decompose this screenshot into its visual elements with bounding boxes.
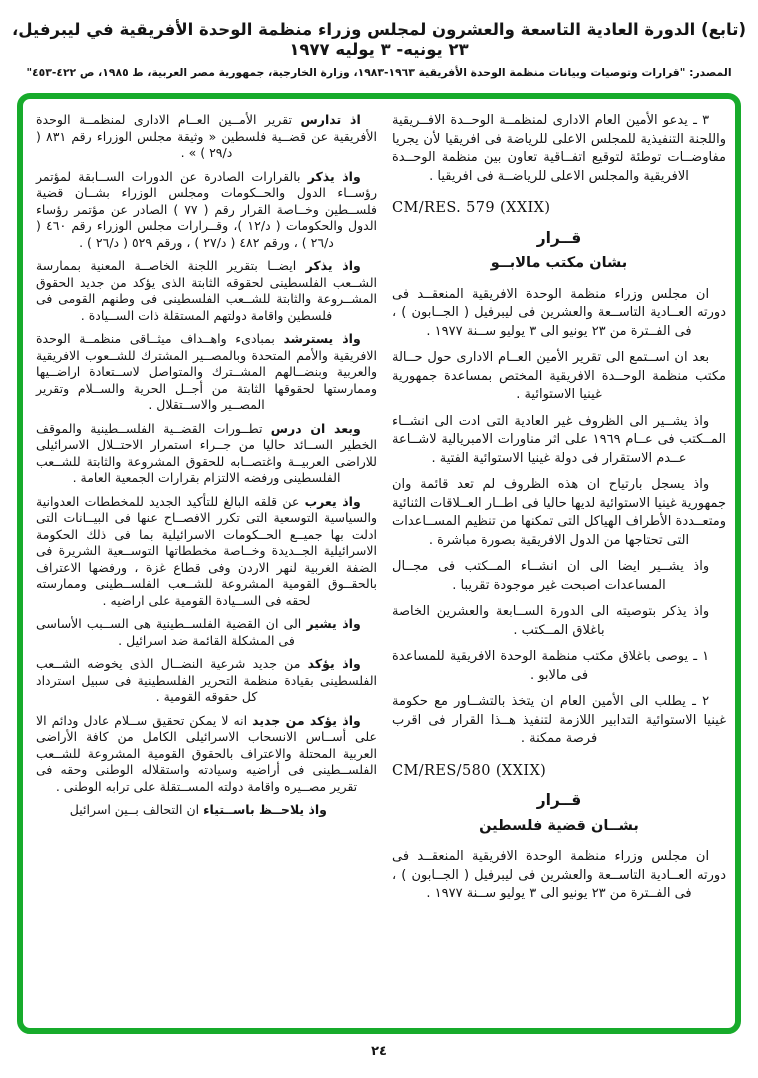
left-column [36, 112, 377, 1028]
resolution-heading: قــرار [536, 791, 582, 809]
paragraph: ٢ ـ يطلب الى الأمين العام ان يتخذ بالتشــاور مع حكومة غينيا الاستوائية التدابير اللازمة لتنفيذ هــذا القرار فى اقرب فرصة ممكنة . [392, 694, 726, 746]
paragraph: وبعد ان درس تطــورات القضــية الفلســطينية والموقف الخطير الســائد حاليا من جــراء استمرار الاحتــلال الاسرائيلى للاراضى العربيــة واغتصــابه للحقوق المشروعة والثابتة للشــعب الفلسطينى ورفضه الالتزام بقرارات الجمعية العامة . [36, 420, 377, 485]
paragraph: واذ يشير الى ان القضية الفلســطينية هى الســبب الأساسى فى المشكلة القائمة ضد اسرائيل . [36, 616, 361, 648]
paragraph: واذ يذكر ايضــا بتقرير اللجنة الخاصــة المعنية بممارسة الشــعب الفلسطينى لحقوقه الثابتة الذى يؤكد من جديد الحقوق المشــروعة والثابتة للشــعب الفلسطينى فى وطنهم القومى فى فلسطين واقامة دولتهم المستقلة ذات الســيادة . [36, 258, 377, 323]
paragraph: واذ يسجل بارتياح ان هذه الظروف لم تعد قائمة وان جمهورية غينيا الاستوائية لديها حاليا فى اطــار العــلاقات الثنائية ومتعــددة الأطراف الهياكل التى تمكنها من تنظيم المســاعدات التى تحتاجها من الدول الافريقية بصورة مباشرة . [392, 477, 726, 548]
paragraph-lead: واذ يعرب [304, 493, 361, 509]
resolution-subheading: بشــان قضية فلسطين [479, 817, 639, 834]
resolution-code: CM/RES. 579 (XXIX) [392, 200, 551, 216]
paragraph: ١ ـ يوصى باغلاق مكتب منظمة الوحدة الافريقية للمساعدة فى مالابو . [392, 649, 710, 683]
paragraph-lead: واذ يشير [306, 616, 361, 631]
paragraph-lead: اذ تدارس [300, 112, 361, 127]
paragraph: واذ يؤكد من جديد انه لا يمكن تحقيق ســلام عادل ودائم الا على أســاس الانسحاب الاسرائيلى الكامل من كافة الأراضى العربية المحتلة والاعتراف بالحقوق القومية المشروعة للشــعب الفلســطينى فى أراضيه وسيادته واستقلاله الوطنى وحقه فى تقرير مصــيره واقامة دولته المســتقلة على ترابه الوطنى . [36, 712, 377, 794]
paragraph-lead: واذ يؤكد من جديد [252, 712, 361, 728]
paragraph: واذ يشــير الى الظروف غير العادية التى ادت الى انشــاء المــكتب فى عــام ١٩٦٩ على اثر مناورات الامبريالية لاشــاعة عــدم الاستقرار فى دولة غينيا الاستوائية الفتية . [392, 413, 727, 466]
header-source: المصدر: "قرارات وتوصيات وبيانات منظمة الوحدة الأفريقية ١٩٦٣-١٩٨٣، وزارة الخارجية، جمهورية مصر العربية، ط ١٩٨٥، ص ٤٢٢-٤٥٣" [26, 66, 732, 79]
paragraph: واذ يؤكد من جديد شرعية النضــال الذى يخوضه الشــعب الفلسطينى بقيادة منظمة التحرير الفلسطينية فى سبيل استرداد كل حقوقه القومية . [36, 656, 377, 704]
paragraph: ان مجلس وزراء منظمة الوحدة الافريقية المنعقــد فى دورته العــادية التاســعة والعشرين فى ليبرفيل ( الجــابون ) ، فى الفــترة من ٢٣ يونيو الى ٣ يوليو ســنة ١٩٧٧ . [392, 286, 726, 339]
page-number: ٢٤ [371, 1044, 387, 1059]
document-frame [17, 93, 741, 1034]
paragraph-lead: واذ يسترشد [283, 331, 361, 346]
header-title: (تابع) الدورة العادية التاسعة والعشرون لمجلس وزراء منظمة الوحدة الأفريقية في ليبرفيل، ٢٣ يونيه- ٣ يوليه ١٩٧٧ [12, 20, 746, 59]
paragraph-lead: واذ يؤكد [307, 656, 361, 671]
resolution-code: CM/RES/580 (XXIX) [392, 762, 547, 779]
paragraph: واذ يلاحــظ باســتياء ان التحالف بــين اسرائيل [69, 802, 327, 817]
paragraph: ان مجلس وزراء منظمة الوحدة الافريقية المنعقــد فى دورته العــادية التاســعة والعشرين فى ليبرفيل ( الجــابون ) ، فى الفــترة من ٢٣ يونيو الى ٣ يوليو ســنة ١٩٧٧ . [392, 849, 726, 901]
paragraph-lead: واذ يذكر [305, 258, 361, 273]
paragraph-lead: واذ يلاحــظ باســتياء [203, 802, 327, 817]
paragraph-lead: واذ يذكر [307, 168, 361, 184]
resolution-heading: قــرار [536, 228, 582, 247]
right-column [392, 112, 726, 1028]
page-header [0, 0, 758, 80]
paragraph: اذ تدارس تقرير الأمــين العــام الادارى لمنظمــة الوحدة الأفريقية عن قضــية فلسطين « وثيقة مجلس الوزراء رقم ٨٣١ ( د/٢٩ ) » . [36, 112, 377, 160]
paragraph: واذ يذكر بالقرارات الصادرة عن الدورات الســابقة لمؤتمر رؤســاء الدول والحــكومات ومجلس الوزراء بشــان قضية فلســطين وخــاصة القرار رقم ( ٧٧ ) الصادر عن مؤتمر رؤساء الدول والحكومات ( د/١٢ )، وقــرارات مجلس الوزراء رقم ٤٦٠ ( د/٢٦ ) ، ورقم ٤٨٢ ( د/٢٧ ) ، ورقم ٥٢٩ ( د/٢٦ ) . [36, 168, 377, 250]
paragraph-lead: وبعد ان درس [270, 420, 361, 436]
paragraph: ٣ ـ يدعو الأمين العام الادارى لمنظمــة الوحــدة الافــريقية واللجنة التنفيذية للمجلس الاعلى للرياضة فى افريقيا لأن يجريا مفاوضــات توطئة لتوقيع اتفــاقية تعاون بين منظمة الوحــدة الافريقية والمجلس الاعلى للرياضــة فى افريقيا . [392, 113, 726, 184]
paragraph: واذ يسترشد بمبادىء واهــداف ميثــاقى منظمــة الوحدة الافريقية والأمم المتحدة وبالمصــير المشترك للشــعوب الافريقية والعربية وبنضــالهم المشــترك والمتواصل لاســتعادة اراضــيها وممارستها لحقوقها الثابتة من أجــل الحرية والســلام وتقرير المصــير والاســتقلال . [36, 331, 377, 412]
paragraph: واذ يعرب عن قلقه البالغ للتأكيد الجديد للمخططات العدوانية والسياسية التوسعية التى تكرر الافصــاح عنها فى البيــانات التى ادلت بها جميــع الحــكومات الاسرائيلية بما فى ذلك الحكومة الاسرائيلية الجــديدة وخــاصة مخططاتها التوســعية الشريرة فى الضفة الغربية لنهر الاردن وفى قطاع غزة ، ورفضها الاعتراف بالحقــوق القومية المشروعة للشــعب الفلســطينى وممارسته لحقه فى الســيادة القومية على اراضيه . [36, 493, 377, 608]
paragraph: واذ يذكر بتوصيته الى الدورة الســابعة والعشرين الخاصة باغلاق المــكتب . [392, 604, 710, 638]
resolution-subheading: بشان مكتب مالابــو [490, 255, 628, 271]
paragraph: بعد ان اســتمع الى تقرير الأمين العــام الادارى حول حــالة مكتب منظمة الوحــدة الافريقية المختص بمساعدة جمهورية غينيا الاستوائية . [392, 350, 726, 402]
paragraph: واذ يشــير ايضا الى ان انشــاء المــكتب فى مجــال المساعدات اصبحت غير موجودة تقريبا . [392, 559, 710, 593]
